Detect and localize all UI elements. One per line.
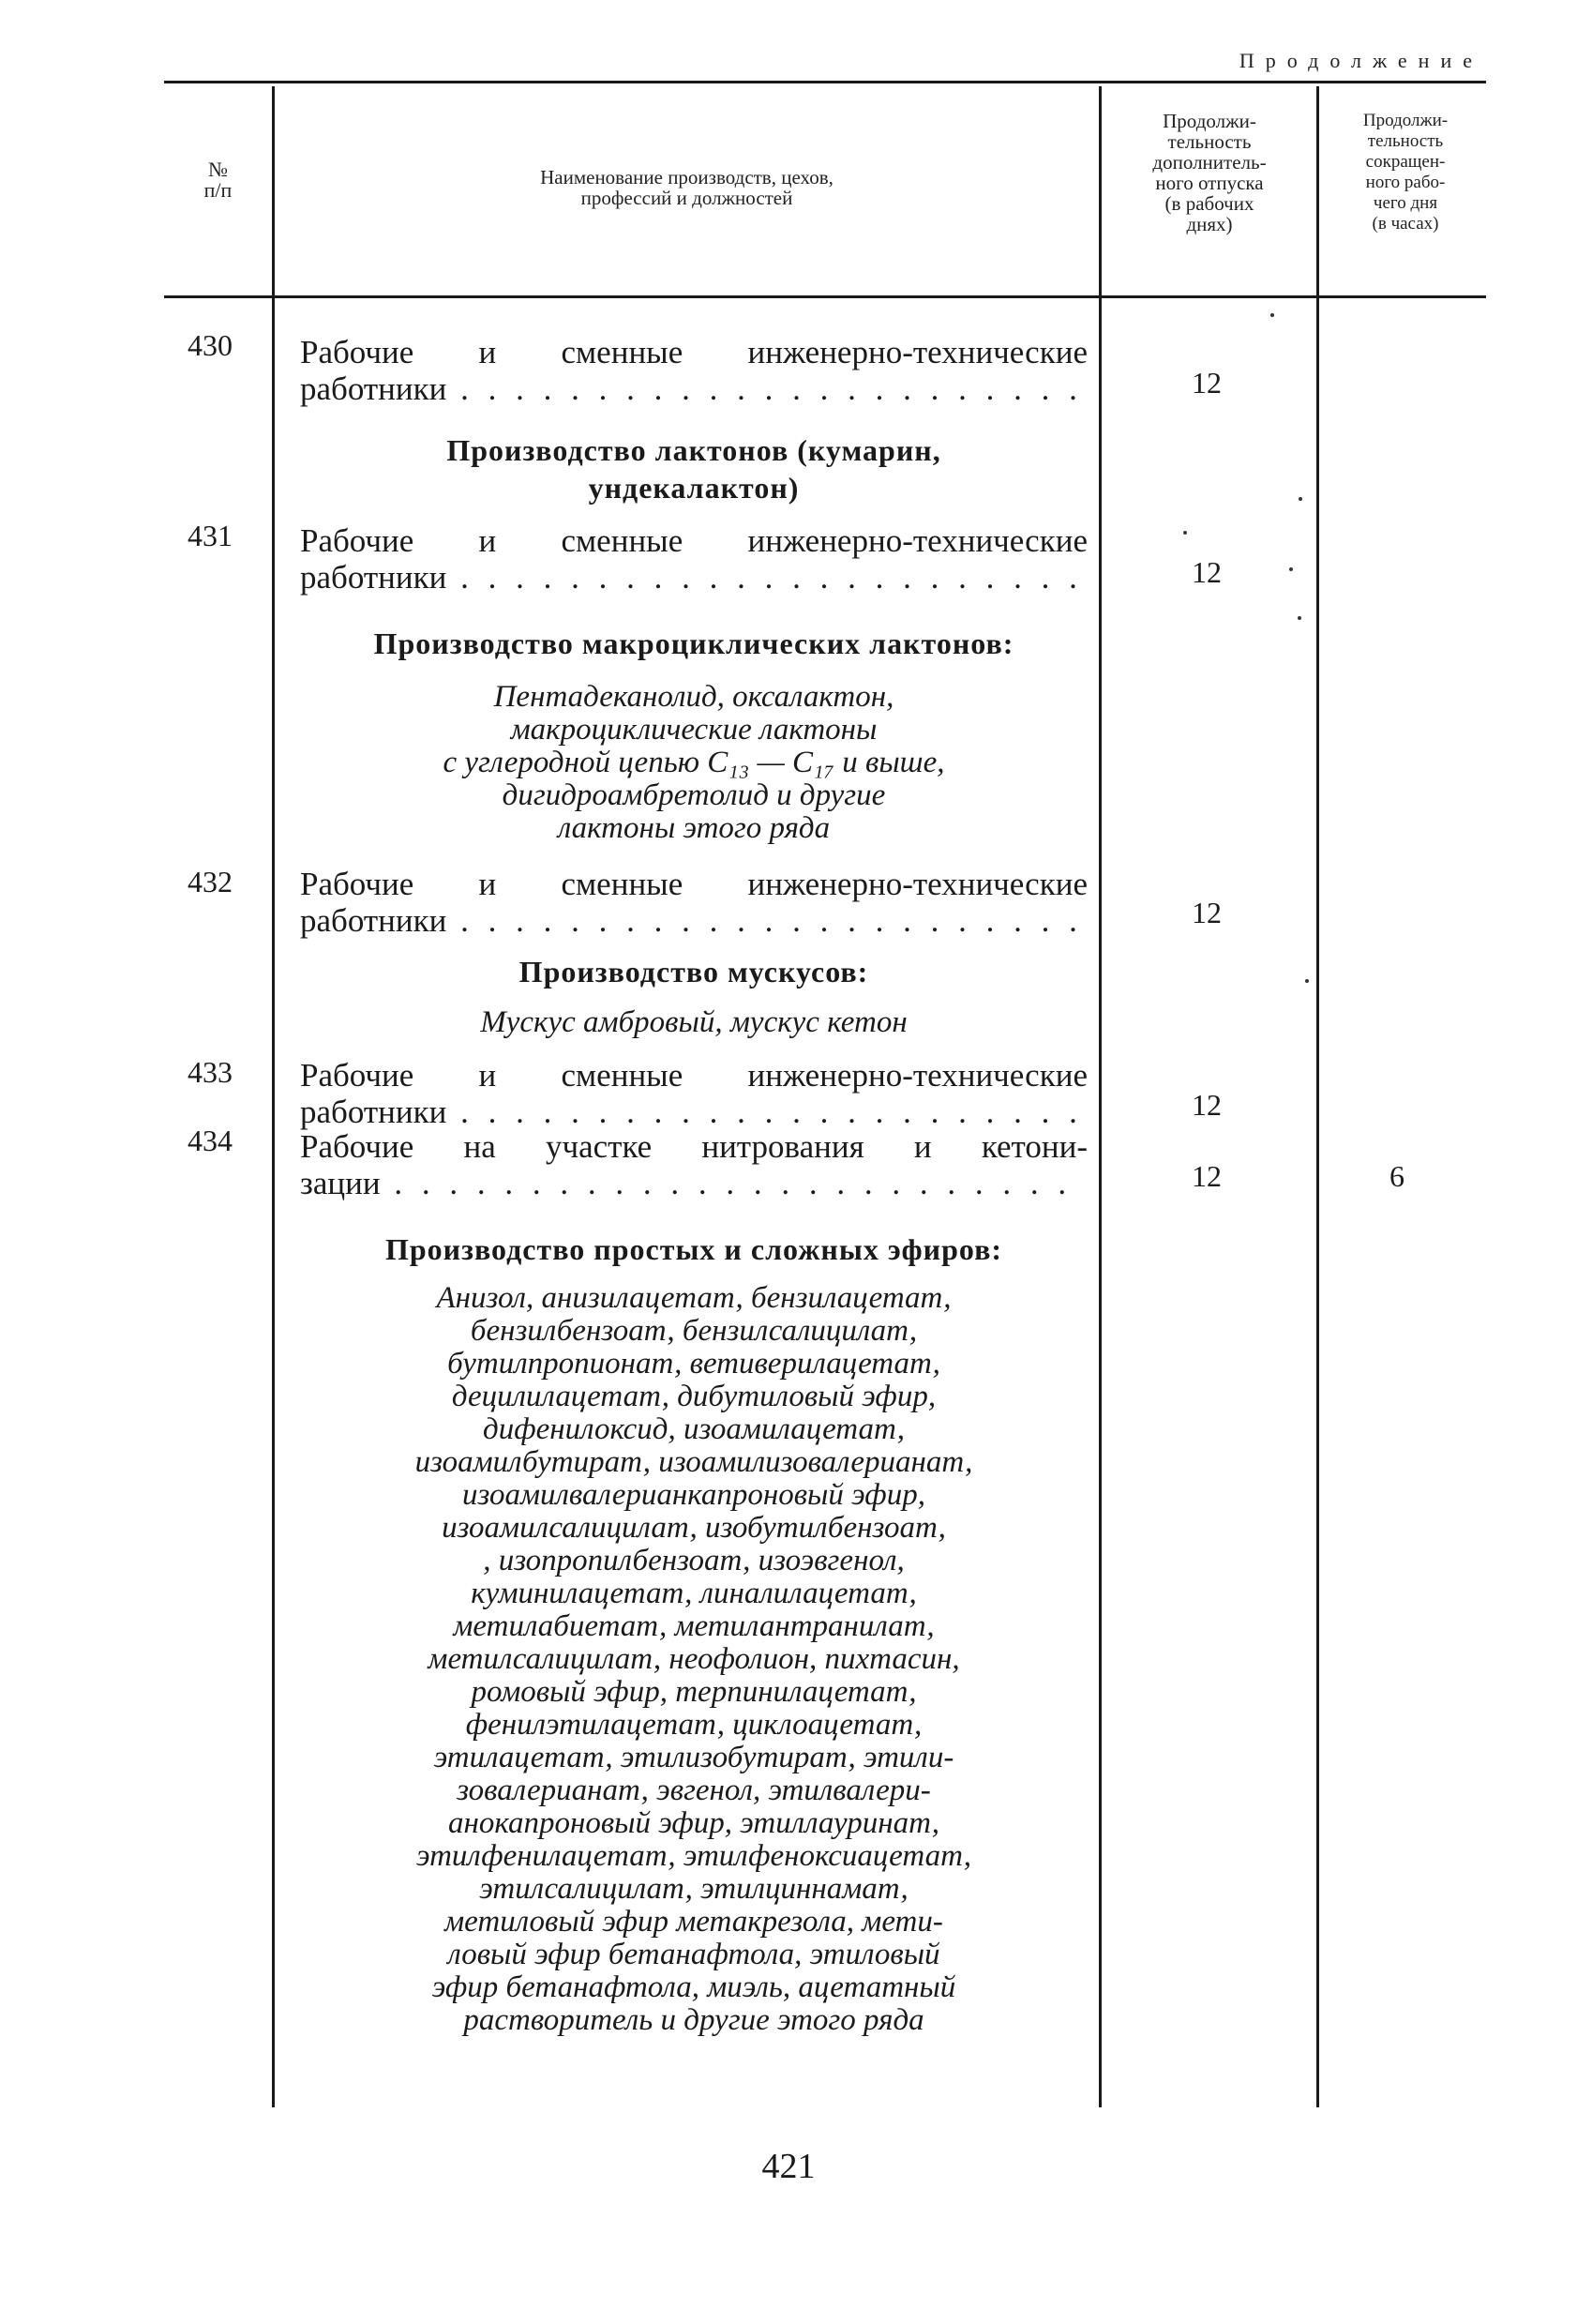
scan-speck (1270, 313, 1274, 317)
header-name-col: Наименование производств, цехов, профессий и должностей (540, 166, 834, 209)
row-description (300, 1057, 1088, 1130)
row-leave-value: 12 (1192, 366, 1222, 400)
row-description-line: Рабочие и сменные инженерно-технические (300, 1057, 1088, 1094)
scan-speck (1299, 497, 1302, 501)
row-description-line: Рабочие и сменные инженерно-технические (300, 334, 1088, 370)
row-description (300, 522, 1088, 596)
row-description-line: Рабочие на участке нитрования и кетони- (300, 1128, 1088, 1165)
section-heading-macrocyclic: Производство макроциклических лактонов: (373, 626, 1014, 660)
row-description-continuation: работники . . . (300, 902, 1088, 939)
macrocyclic-lactones-list: Пентадеканолид, оксалактон, макроциклические лактоны с углеродной цепью C₁₃ — C₁₇ и выше, дигидроамбретолид и другие лактоны этого ряда (443, 680, 945, 845)
header-shortened-col: Продолжи- тельность сокращен- ного рабо- чего дня (в часах) (1362, 111, 1449, 234)
row-number: 431 (188, 519, 233, 552)
continuation-label: Продолжение (1239, 49, 1483, 72)
row-number: 434 (188, 1124, 233, 1157)
row-description-line: Рабочие и сменные инженерно-технические (300, 522, 1088, 559)
row-number: 433 (188, 1055, 233, 1089)
column-divider-3 (1316, 86, 1319, 2107)
row-number: 430 (188, 328, 233, 362)
musks-list: Мускус амбровый, мускус кетон (480, 1005, 908, 1039)
row-description-continuation: работники . . . (300, 370, 1088, 407)
row-leave-value: 12 (1192, 1088, 1222, 1122)
row-number: 432 (188, 865, 233, 898)
row-description (300, 334, 1088, 407)
row-description-continuation: работники . . . (300, 559, 1088, 596)
esters-list: Анизол, анизилацетат, бензилацетат, бензилбензоат, бензилсалицилат, бутилпропионат, ветиверилацетат, децилилацетат, дибутиловый эфир, дифенилоксид, изоамилацетат, изоамилбутират, изоамилизовалерианат, изоамилвалерианкапроновый эфир, изоамилсалицилат, изобутилбензоат, , изопропилбензоат, изоэвгенол, куминилацетат, линалилацетат, метилабиетат, метилантранилат, метилсалицилат, неофолион, пихтасин, ромовый эфир, терпинилацетат, фенилэтилацетат, циклоацетат, этилацетат, этилизобутират, этили- зовалерианат, эвгенол, этилвалери- анокапроновый эфир, этиллауринат, этилфенилацетат, этилфеноксиацетат, этилсалицилат, этилциннамат, метиловый эфир метакрезола, мети- ловый эфир бетанафтола, этиловый эфир бетанафтола, миэль, ацетатный растворитель и другие этого ряда (414, 1281, 973, 2037)
row-description (300, 866, 1088, 939)
header-number-col: № п/п (203, 158, 233, 202)
table-top-rule (164, 81, 1486, 83)
row-shortened-day-value: 6 (1389, 1159, 1404, 1193)
scan-speck (1305, 979, 1309, 983)
scan-speck (1289, 567, 1293, 571)
section-heading-musks: Производство мускусов: (518, 955, 869, 988)
row-description-continuation: работники . . . (300, 1094, 1088, 1130)
row-description-continuation: зации . . . (300, 1165, 1088, 1201)
row-description (300, 1128, 1088, 1201)
row-description-line: Рабочие и сменные инженерно-технические (300, 866, 1088, 902)
page-number: 421 (761, 2147, 816, 2186)
row-leave-value: 12 (1192, 1159, 1222, 1193)
row-leave-value: 12 (1192, 896, 1222, 929)
scan-speck (1183, 531, 1187, 535)
scan-speck (1298, 616, 1301, 620)
row-leave-value: 12 (1192, 555, 1222, 589)
header-leave-col: Продолжи- тельность дополнитель- ного отпуска (в рабочих днях) (1152, 110, 1267, 235)
header-bottom-rule (164, 295, 1486, 298)
section-heading-lactones: Производство лактонов (кумарин, ундекалактон) (446, 433, 941, 505)
section-heading-esters: Производство простых и сложных эфиров: (384, 1232, 1002, 1266)
